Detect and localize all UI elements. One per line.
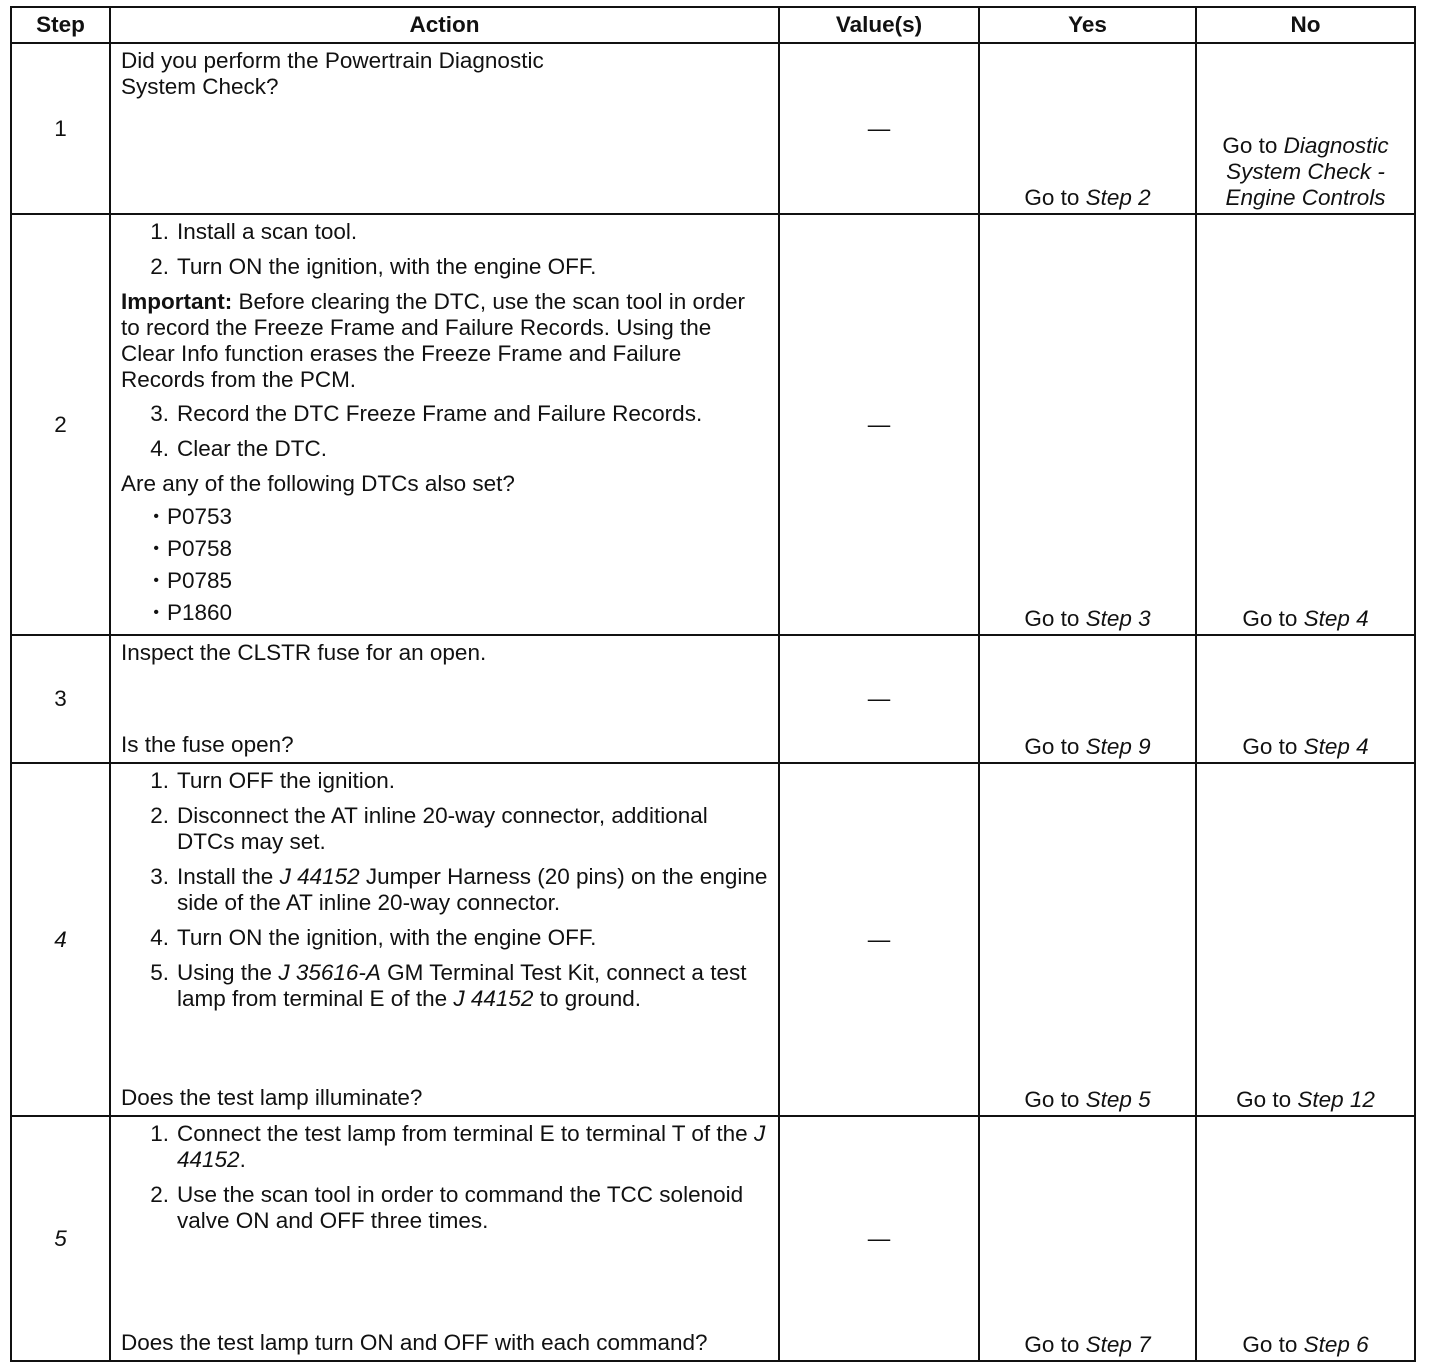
- question-text: Does the test lamp illuminate?: [121, 1085, 423, 1110]
- important-note: Important: Before clearing the DTC, use the scan tool in order to record the Freeze Frame and Failure Records. Using the Clear Info function erases the Freeze Frame and Failure Records from the PCM.: [121, 289, 746, 392]
- yes-cell: [979, 635, 1196, 763]
- no-link[interactable]: System Check -: [1226, 159, 1385, 184]
- header-row: [11, 7, 1415, 43]
- list-item: 1. Install a scan tool.: [150, 219, 358, 244]
- list-item: 4. Turn ON the ignition, with the engine OFF.: [150, 925, 597, 950]
- action-cell: [110, 43, 779, 214]
- no-link[interactable]: Step 12: [1297, 1087, 1375, 1112]
- no-link[interactable]: Step 6: [1303, 1332, 1369, 1357]
- important-label: Important:: [121, 289, 233, 314]
- no-cell: [1196, 43, 1415, 214]
- go-to-prefix: Go to: [1242, 1332, 1304, 1357]
- yes-link[interactable]: Step 2: [1085, 185, 1151, 210]
- table-row-step-4: [11, 763, 1415, 1116]
- header-no: No: [1196, 7, 1415, 43]
- go-to-prefix: Go to: [1024, 1332, 1086, 1357]
- action-cell: [110, 635, 779, 763]
- go-to-prefix: Go to: [1242, 606, 1304, 631]
- yes-cell: [979, 763, 1196, 1116]
- tool-reference: J 44152: [279, 864, 360, 889]
- action-cell: [110, 214, 779, 635]
- step-number: 3: [11, 635, 110, 763]
- step-number: 2: [11, 214, 110, 635]
- dtc-item: • P0785: [153, 568, 233, 593]
- tool-reference: J 35616-A: [278, 960, 381, 985]
- dtc-item: • P0758: [153, 536, 233, 561]
- table-row-step-2: [11, 214, 1415, 635]
- no-link[interactable]: Engine Controls: [1225, 185, 1386, 210]
- dtc-item: • P0753: [153, 504, 233, 529]
- header-yes: Yes: [979, 7, 1196, 43]
- list-item: 3. Record the DTC Freeze Frame and Failure Records.: [150, 401, 703, 426]
- go-to-prefix: Go to: [1242, 734, 1304, 759]
- question-text: Are any of the following DTCs also set?: [121, 471, 515, 496]
- yes-link[interactable]: Step 5: [1085, 1087, 1151, 1112]
- value-cell: —: [779, 763, 979, 1116]
- action-cell: [110, 1116, 779, 1361]
- list-item: 3. Install the J 44152 Jumper Harness (20 pins) on the engine side of the AT inline 20-way connector.: [150, 864, 768, 915]
- yes-link[interactable]: Step 9: [1085, 734, 1151, 759]
- step-number: 5: [11, 1116, 110, 1361]
- dtc-list: [121, 501, 770, 629]
- question-text: Is the fuse open?: [121, 732, 294, 757]
- tool-reference: J 44152: [453, 986, 534, 1011]
- no-link[interactable]: Diagnostic: [1283, 133, 1389, 158]
- step-number: 4: [11, 763, 110, 1116]
- action-text: Did you perform the Powertrain Diagnostic: [121, 48, 544, 73]
- value-cell: —: [779, 1116, 979, 1361]
- yes-link[interactable]: Step 3: [1085, 606, 1151, 631]
- yes-cell: [979, 1116, 1196, 1361]
- go-to-prefix: Go to: [1024, 606, 1086, 631]
- action-cell: [110, 763, 779, 1116]
- list-item: 4. Clear the DTC.: [150, 436, 328, 461]
- no-cell: [1196, 763, 1415, 1116]
- table-row-step-1: [11, 43, 1415, 214]
- value-cell: —: [779, 214, 979, 635]
- list-item: 1. Connect the test lamp from terminal E to terminal T of the J 44152.: [150, 1121, 766, 1172]
- question-text: Does the test lamp turn ON and OFF with each command?: [121, 1330, 708, 1355]
- diagnostic-page: [10, 6, 1414, 1362]
- go-to-prefix: Go to: [1024, 185, 1086, 210]
- action-text: System Check?: [121, 74, 279, 99]
- list-item: 1. Turn OFF the ignition.: [150, 768, 396, 793]
- action-text: Inspect the CLSTR fuse for an open.: [121, 640, 487, 665]
- header-action: Action: [110, 7, 779, 43]
- no-cell: [1196, 1116, 1415, 1361]
- list-item: 2. Use the scan tool in order to command the TCC solenoid valve ON and OFF three times.: [150, 1182, 744, 1233]
- step-number: 1: [11, 43, 110, 214]
- header-step: Step: [11, 7, 110, 43]
- table-row-step-3: [11, 635, 1415, 763]
- dtc-item: • P1860: [153, 600, 233, 625]
- no-link[interactable]: Step 4: [1303, 734, 1369, 759]
- yes-cell: [979, 43, 1196, 214]
- no-cell: [1196, 214, 1415, 635]
- no-link[interactable]: Step 4: [1303, 606, 1369, 631]
- value-cell: —: [779, 635, 979, 763]
- value-cell: —: [779, 43, 979, 214]
- yes-link[interactable]: Step 7: [1085, 1332, 1151, 1357]
- list-item: 2. Turn ON the ignition, with the engine OFF.: [150, 254, 597, 279]
- table-row-step-5: [11, 1116, 1415, 1361]
- go-to-prefix: Go to: [1024, 734, 1086, 759]
- list-item: 2. Disconnect the AT inline 20-way connector, additional DTCs may set.: [150, 803, 708, 854]
- yes-cell: [979, 214, 1196, 635]
- tool-reference: J 44152: [177, 1121, 766, 1172]
- no-cell: [1196, 635, 1415, 763]
- diagnostic-table: [10, 6, 1416, 1362]
- go-to-prefix: Go to: [1222, 133, 1284, 158]
- header-values: Value(s): [779, 7, 979, 43]
- go-to-prefix: Go to: [1024, 1087, 1086, 1112]
- list-item: 5. Using the J 35616-A GM Terminal Test Kit, connect a test lamp from terminal E of the J 44152 to ground.: [150, 960, 747, 1011]
- go-to-prefix: Go to: [1236, 1087, 1298, 1112]
